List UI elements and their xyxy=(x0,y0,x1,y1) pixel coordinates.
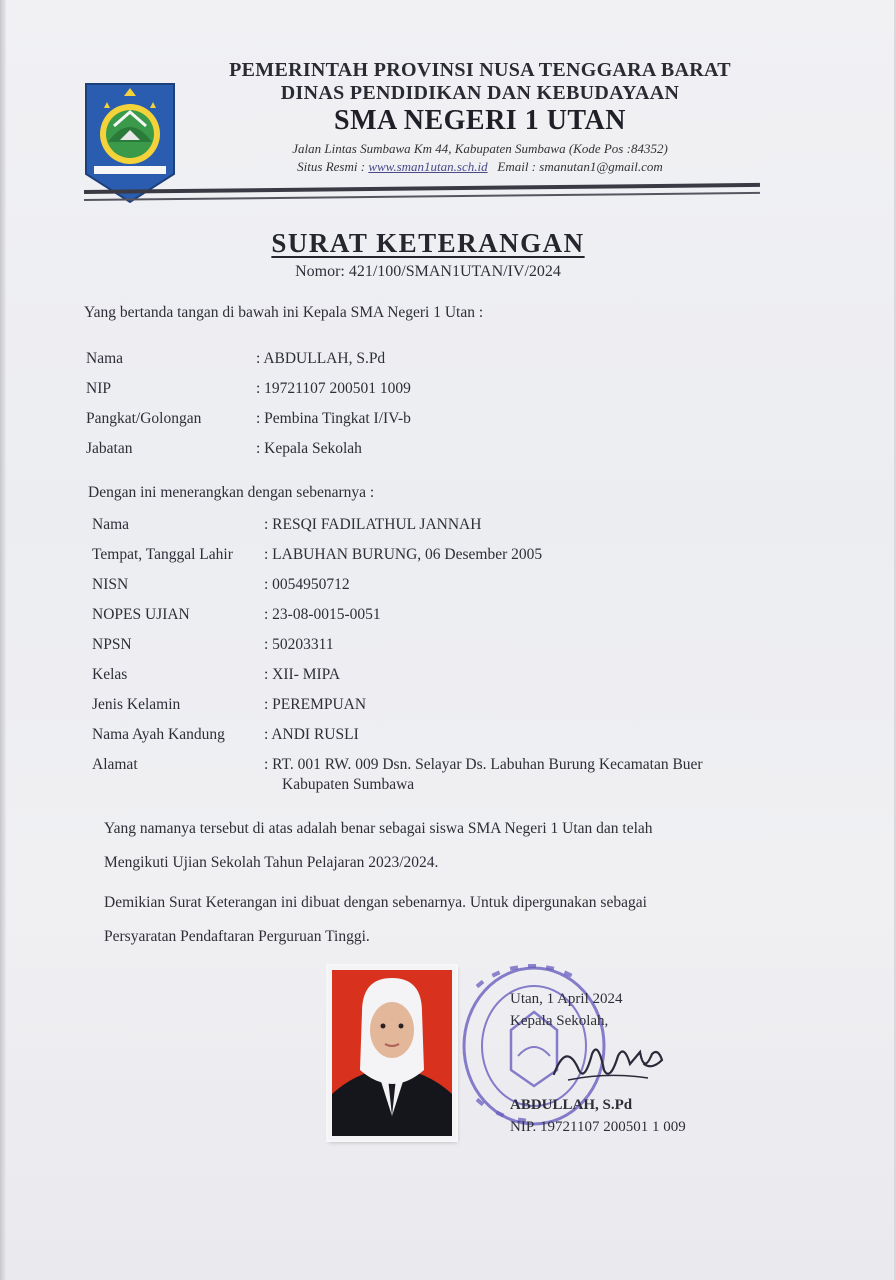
field-label: NIP xyxy=(86,380,111,397)
field-value: : LABUHAN BURUNG, 06 Desember 2005 xyxy=(264,546,543,563)
province-emblem-logo xyxy=(84,82,176,204)
field-value: : 50203311 xyxy=(264,636,334,653)
intro-text: Yang bertanda tangan di bawah ini Kepala SMA Negeri 1 Utan : xyxy=(84,304,484,321)
paragraph-2-line-2: Persyaratan Pendaftaran Perguruan Tinggi. xyxy=(104,928,370,945)
handwritten-signature xyxy=(548,1034,668,1094)
field-value: : Kepala Sekolah xyxy=(256,440,362,457)
paragraph-1-line-2: Mengikuti Ujian Sekolah Tahun Pelajaran 2023/2024. xyxy=(104,854,439,871)
student-row xyxy=(92,634,852,656)
field-label: NPSN xyxy=(92,636,132,653)
field-value: : XII- MIPA xyxy=(264,666,341,683)
website-label: Situs Resmi : xyxy=(297,159,366,174)
title-main: SURAT KETERANGAN xyxy=(271,228,585,258)
signer-position: Kepala Sekolah, xyxy=(510,1013,609,1029)
website-link[interactable]: www.sman1utan.sch.id xyxy=(368,159,488,174)
field-value: : RESQI FADILATHUL JANNAH xyxy=(264,516,482,533)
field-value: : 19721107 200501 1009 xyxy=(256,380,411,397)
field-label: NISN xyxy=(92,576,129,593)
field-label: Tempat, Tanggal Lahir xyxy=(92,546,233,563)
address-continuation: Kabupaten Sumbawa xyxy=(282,776,415,793)
letterhead xyxy=(220,58,740,175)
paragraph-2-line-1: Demikian Surat Keterangan ini dibuat dengan sebenarnya. Untuk dipergunakan sebagai xyxy=(104,894,647,911)
signer-name: ABDULLAH, S.Pd xyxy=(510,1097,633,1113)
field-label: Alamat xyxy=(92,756,138,773)
letter-title xyxy=(0,228,856,281)
statement-intro: Dengan ini menerangkan dengan sebenarnya : xyxy=(88,484,375,501)
field-value: : PEREMPUAN xyxy=(264,696,367,713)
letterhead-department: DINAS PENDIDIKAN DAN KEBUDAYAAN xyxy=(280,82,680,104)
signer-nip: NIP. 19721107 200501 1 009 xyxy=(510,1119,686,1135)
letterhead-address: Jalan Lintas Sumbawa Km 44, Kabupaten Sumbawa (Kode Pos :84352) xyxy=(292,141,668,156)
student-row xyxy=(92,604,852,626)
paper-edge xyxy=(0,0,6,1280)
student-row xyxy=(92,664,852,686)
letter-number: Nomor: 421/100/SMAN1UTAN/IV/2024 xyxy=(295,263,561,280)
field-value: : Pembina Tingkat I/IV-b xyxy=(256,410,411,427)
field-value: : 23-08-0015-0051 xyxy=(264,606,381,623)
student-row xyxy=(92,544,852,566)
field-value: : ANDI RUSLI xyxy=(264,726,359,743)
field-value: : ABDULLAH, S.Pd xyxy=(256,350,386,367)
place-date: Utan, 1 April 2024 xyxy=(510,991,623,1007)
field-label: Kelas xyxy=(92,666,128,683)
email-label: Email : xyxy=(497,159,537,174)
signer-row xyxy=(86,438,846,460)
student-row xyxy=(92,724,852,746)
field-label: Jabatan xyxy=(86,440,133,457)
field-value: : RT. 001 RW. 009 Dsn. Selayar Ds. Labuhan Burung Kecamatan Buer xyxy=(264,756,703,773)
paragraph-1-line-1: Yang namanya tersebut di atas adalah benar sebagai siswa SMA Negeri 1 Utan dan telah xyxy=(104,820,653,837)
field-label: Nama xyxy=(86,350,124,367)
field-label: Pangkat/Golongan xyxy=(86,410,202,427)
student-row xyxy=(92,694,852,716)
signer-row xyxy=(86,348,846,370)
field-label: Nama Ayah Kandung xyxy=(92,726,225,743)
letterhead-contact xyxy=(220,158,740,175)
field-label: NOPES UJIAN xyxy=(92,606,190,623)
student-row xyxy=(92,754,852,776)
field-value: : 0054950712 xyxy=(264,576,350,593)
student-photo xyxy=(328,966,456,1140)
letterhead-school-name: SMA NEGERI 1 UTAN xyxy=(334,105,626,136)
field-label: Nama xyxy=(92,516,130,533)
student-row xyxy=(92,574,852,596)
field-label: Jenis Kelamin xyxy=(92,696,181,713)
email-address: smanutan1@gmail.com xyxy=(539,159,663,174)
signer-row xyxy=(86,408,846,430)
letterhead-government: PEMERINTAH PROVINSI NUSA TENGGARA BARAT xyxy=(229,59,731,81)
signer-row xyxy=(86,378,846,400)
student-row xyxy=(92,514,852,536)
